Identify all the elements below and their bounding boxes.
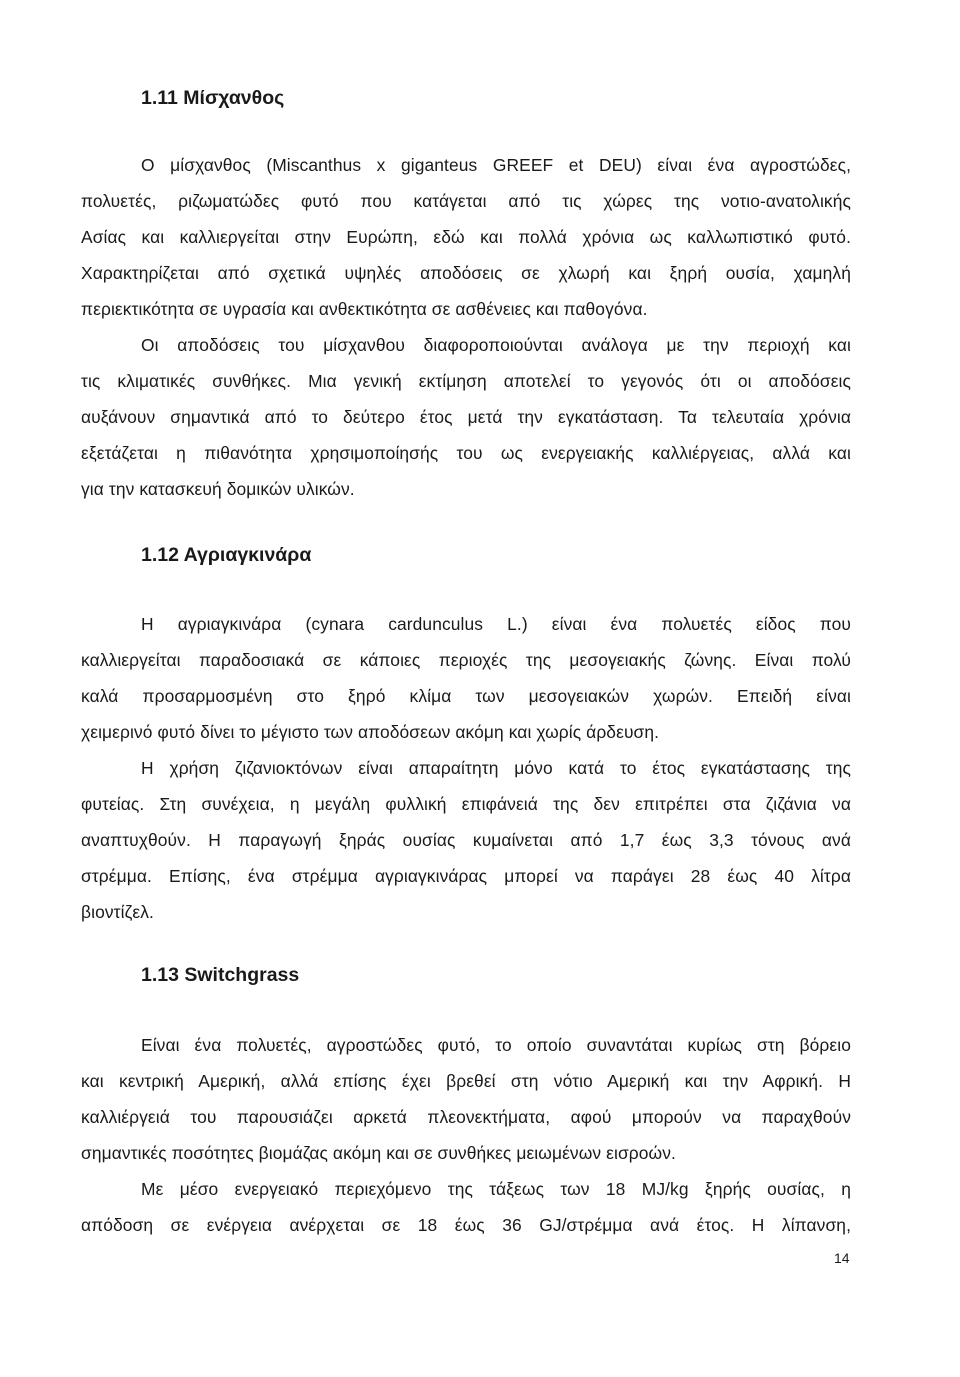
paragraph-line: χειμερινό φυτό δίνει το μέγιστο των αποδόσεων ακόμη και χωρίς άρδευση. xyxy=(81,722,660,742)
paragraph-line: και κεντρική Αμερική, αλλά επίσης έχει βρεθεί στη νότιο Αμερική και την Αφρική. Η xyxy=(81,1071,851,1091)
paragraph-line: καλά προσαρμοσμένη στο ξηρό κλίμα των μεσογειακών χωρών. Επειδή είναι xyxy=(81,686,851,706)
section-heading-switchgrass: 1.13 Switchgrass xyxy=(141,964,300,986)
paragraph-line: Με μέσο ενεργειακό περιεχόμενο της τάξεως των 18 MJ/kg ξηρής ουσίας, η xyxy=(141,1179,851,1199)
paragraph-line: για την κατασκευή δομικών υλικών. xyxy=(81,479,355,499)
page-number: 14 xyxy=(834,1250,850,1266)
paragraph-line: Ασίας και καλλιεργείται στην Ευρώπη, εδώ και πολλά χρόνια ως καλλωπιστικό φυτό. xyxy=(81,227,851,247)
paragraph-line: Είναι ένα πολυετές, αγροστώδες φυτό, το οποίο συναντάται κυρίως στη βόρειο xyxy=(141,1035,851,1055)
paragraph-line: απόδοση σε ενέργεια ανέρχεται σε 18 έως 36 GJ/στρέμμα ανά έτος. Η λίπανση, xyxy=(81,1215,851,1235)
paragraph-line: Οι αποδόσεις του μίσχανθου διαφοροποιούνται ανάλογα με την περιοχή και xyxy=(141,335,851,355)
paragraph-line: Η αγριαγκινάρα (cynara cardunculus L.) είναι ένα πολυετές είδος που xyxy=(141,614,851,634)
paragraph-line: αυξάνουν σημαντικά από το δεύτερο έτος μετά την εγκατάσταση. Τα τελευταία χρόνια xyxy=(81,407,851,427)
section-heading-artichoke: 1.12 Αγριαγκινάρα xyxy=(141,544,312,566)
paragraph-line: σημαντικές ποσότητες βιομάζας ακόμη και σε συνθήκες μειωμένων εισροών. xyxy=(81,1143,676,1163)
paragraph-line: Ο μίσχανθος (Miscanthus x giganteus GREEF et DEU) είναι ένα αγροστώδες, xyxy=(141,155,851,175)
paragraph-line: καλλιεργείται παραδοσιακά σε κάποιες περιοχές της μεσογειακής ζώνης. Είναι πολύ xyxy=(81,650,851,670)
paragraph-line: στρέμμα. Επίσης, ένα στρέμμα αγριαγκινάρας μπορεί να παράγει 28 έως 40 λίτρα xyxy=(81,866,851,886)
paragraph-line: φυτείας. Στη συνέχεια, η μεγάλη φυλλική επιφάνειά της δεν επιτρέπει στα ζιζάνια να xyxy=(81,794,851,814)
paragraph-line: πολυετές, ριζωματώδες φυτό που κατάγεται από τις χώρες της νοτιο-ανατολικής xyxy=(81,191,851,211)
paragraph-line: περιεκτικότητα σε υγρασία και ανθεκτικότητα σε ασθένειες και παθογόνα. xyxy=(81,299,648,319)
section-heading-miscanthus: 1.11 Μίσχανθος xyxy=(141,87,285,109)
paragraph-line: βιοντίζελ. xyxy=(81,902,154,922)
paragraph-line: εξετάζεται η πιθανότητα χρησιμοποίησής του ως ενεργειακής καλλιέργειας, αλλά και xyxy=(81,443,851,463)
paragraph-line: τις κλιματικές συνθήκες. Μια γενική εκτίμηση αποτελεί το γεγονός ότι οι αποδόσεις xyxy=(81,371,851,391)
paragraph-line: καλλιέργειά του παρουσιάζει αρκετά πλεονεκτήματα, αφού μπορούν να παραχθούν xyxy=(81,1107,851,1127)
paragraph-line: Η χρήση ζιζανιοκτόνων είναι απαραίτητη μόνο κατά το έτος εγκατάστασης της xyxy=(141,758,851,778)
paragraph-line: Χαρακτηρίζεται από σχετικά υψηλές αποδόσεις σε χλωρή και ξηρή ουσία, χαμηλή xyxy=(81,263,851,283)
paragraph-line: αναπτυχθούν. Η παραγωγή ξηράς ουσίας κυμαίνεται από 1,7 έως 3,3 τόνους ανά xyxy=(81,830,851,850)
